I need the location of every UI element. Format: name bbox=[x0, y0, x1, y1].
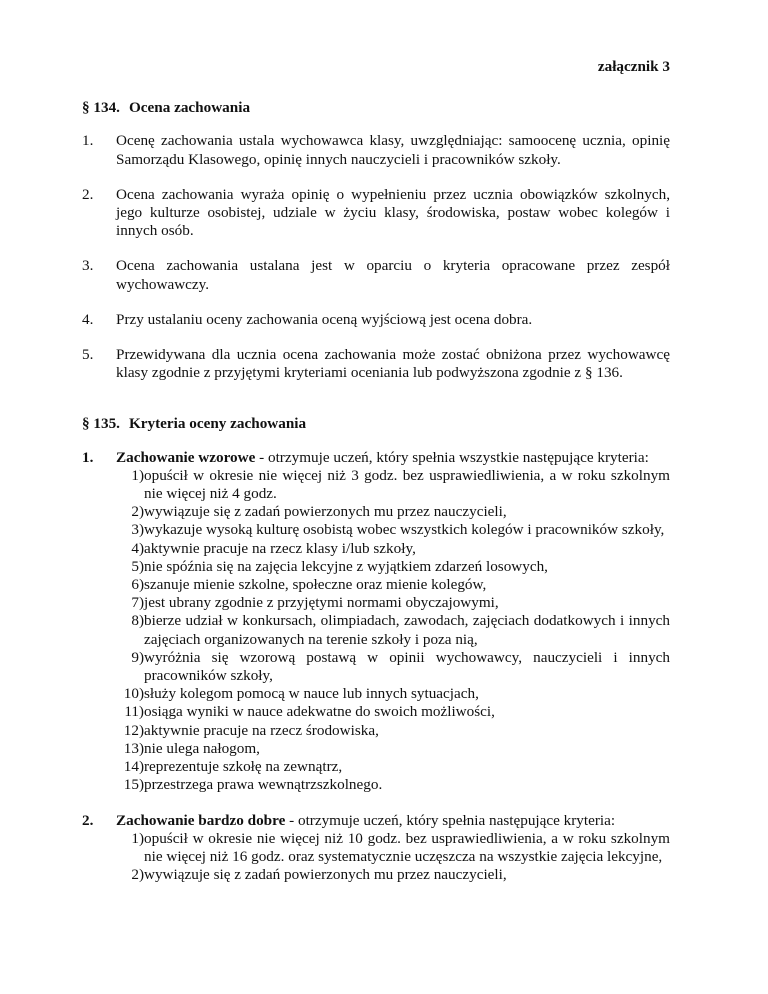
item-number: 15) bbox=[123, 776, 144, 794]
section-134-title: Ocena zachowania bbox=[128, 99, 251, 117]
criterion-label: Zachowanie bardzo dobre bbox=[116, 811, 286, 829]
criterion-label: Zachowanie wzorowe bbox=[116, 448, 256, 466]
item-text: wykazuje wysoką kulturę osobistą wobec wszystkich kolegów i pracowników szkoły, bbox=[144, 521, 665, 539]
section-134-heading bbox=[82, 99, 670, 117]
item-number: 4) bbox=[131, 539, 144, 557]
item-number: 14) bbox=[123, 758, 144, 776]
item-text: Przy ustalaniu oceny zachowania oceną wyjściową jest ocena dobra. bbox=[116, 310, 533, 328]
item-number: 11) bbox=[124, 703, 144, 721]
item-number: 13) bbox=[123, 739, 144, 757]
item-number: 10) bbox=[123, 685, 144, 703]
criterion-number: 1. bbox=[82, 448, 94, 466]
criterion-very-good-list bbox=[82, 830, 670, 885]
list-item bbox=[122, 576, 670, 594]
item-text: Przewidywana dla ucznia ocena zachowania może zostać obniżona przez wychowawcę klasy zgodnie z przyjętymi kryteriami oceniania lub podwyższona zgodnie z § 136. bbox=[116, 346, 670, 382]
document-page bbox=[82, 58, 670, 901]
list-item bbox=[82, 346, 670, 382]
list-item bbox=[122, 703, 670, 721]
list-item bbox=[122, 558, 670, 576]
item-text: Ocena zachowania wyraża opinię o wypełnieniu przez ucznia obowiązków szkolnych, jego kulturze osobistej, udziale w życiu klasy, środowiska, postaw wobec kolegów i innych osób. bbox=[116, 185, 670, 240]
criterion-header bbox=[82, 449, 670, 467]
item-number: 1. bbox=[82, 132, 94, 150]
section-134-list bbox=[82, 132, 670, 382]
list-item bbox=[122, 540, 670, 558]
item-number: 2. bbox=[82, 185, 94, 203]
list-item bbox=[82, 132, 670, 168]
list-item bbox=[122, 740, 670, 758]
item-text: wywiązuje się z zadań powierzonych mu przez nauczycieli, bbox=[144, 866, 507, 884]
section-135-number: § 135. bbox=[82, 415, 120, 433]
criterion-intro: - otrzymuje uczeń, który spełnia następujące kryteria: bbox=[285, 811, 616, 829]
list-item bbox=[122, 758, 670, 776]
item-number: 2) bbox=[131, 503, 144, 521]
item-number: 7) bbox=[131, 594, 144, 612]
item-number: 4. bbox=[82, 310, 94, 328]
criterion-very-good bbox=[82, 812, 670, 885]
item-text: bierze udział w konkursach, olimpiadach, zawodach, zajęciach dodatkowych i innych zajęciach organizowanych na terenie szkoły i poza nią, bbox=[144, 612, 670, 648]
item-number: 6) bbox=[131, 576, 144, 594]
section-134-number: § 134. bbox=[82, 99, 120, 117]
criterion-number: 2. bbox=[82, 811, 94, 829]
section-135-heading bbox=[82, 415, 670, 433]
list-item bbox=[122, 467, 670, 503]
list-item bbox=[122, 776, 670, 794]
list-item bbox=[122, 830, 670, 866]
list-item bbox=[82, 311, 670, 329]
item-text: opuścił w okresie nie więcej niż 3 godz. bez usprawiedliwienia, a w roku szkolnym nie więcej niż 4 godz. bbox=[144, 466, 670, 503]
criterion-exemplary bbox=[82, 449, 670, 795]
list-item bbox=[122, 685, 670, 703]
list-item bbox=[82, 186, 670, 241]
item-text: przestrzega prawa wewnątrzszkolnego. bbox=[144, 776, 383, 794]
item-number: 1) bbox=[131, 466, 144, 484]
list-item bbox=[122, 521, 670, 539]
criterion-header bbox=[82, 812, 670, 830]
item-text: jest ubrany zgodnie z przyjętymi normami obyczajowymi, bbox=[144, 594, 499, 612]
item-text: szanuje mienie szkolne, społeczne oraz mienie kolegów, bbox=[144, 576, 487, 594]
list-item bbox=[122, 649, 670, 685]
item-number: 8) bbox=[131, 612, 144, 630]
item-text: aktywnie pracuje na rzecz klasy i/lub szkoły, bbox=[144, 539, 416, 557]
section-135-title: Kryteria oceny zachowania bbox=[128, 415, 307, 433]
item-text: osiąga wyniki w nauce adekwatne do swoich możliwości, bbox=[144, 703, 495, 721]
item-number: 3. bbox=[82, 257, 94, 275]
item-number: 1) bbox=[131, 829, 144, 847]
list-item bbox=[122, 722, 670, 740]
item-text: wywiązuje się z zadań powierzonych mu przez nauczycieli, bbox=[144, 503, 507, 521]
item-number: 12) bbox=[123, 721, 144, 739]
attachment-label: załącznik 3 bbox=[597, 58, 670, 75]
criterion-intro: - otrzymuje uczeń, który spełnia wszystkie następujące kryteria: bbox=[255, 448, 649, 466]
item-number: 5) bbox=[131, 557, 144, 575]
list-item bbox=[122, 503, 670, 521]
item-number: 3) bbox=[131, 521, 144, 539]
item-text: służy kolegom pomocą w nauce lub innych sytuacjach, bbox=[144, 685, 479, 703]
criterion-exemplary-list bbox=[82, 467, 670, 795]
item-text: nie ulega nałogom, bbox=[144, 739, 260, 757]
list-item bbox=[122, 594, 670, 612]
list-item bbox=[82, 257, 670, 293]
item-number: 2) bbox=[131, 866, 144, 884]
item-text: Ocenę zachowania ustala wychowawca klasy, uwzględniając: samoocenę ucznia, opinię Samorządu Klasowego, opinię innych nauczycieli i pracowników szkoły. bbox=[116, 132, 670, 168]
item-text: reprezentuje szkołę na zewnątrz, bbox=[144, 758, 343, 776]
item-text: nie spóźnia się na zajęcia lekcyjne z wyjątkiem zdarzeń losowych, bbox=[144, 557, 548, 575]
item-text: opuścił w okresie nie więcej niż 10 godz. bez usprawiedliwienia, a w roku szkolnym nie więcej niż 16 godz. oraz systematycznie uczęszcza na wszystkie zajęcia lekcyjne, bbox=[144, 829, 670, 865]
item-number: 5. bbox=[82, 346, 94, 364]
item-text: Ocena zachowania ustalana jest w oparciu o kryteria opracowane przez zespół wychowawczy. bbox=[116, 257, 670, 293]
list-item bbox=[122, 866, 670, 884]
list-item bbox=[122, 612, 670, 648]
item-number: 9) bbox=[131, 648, 144, 666]
item-text: wyróżnia się wzorową postawą w opinii wychowawcy, nauczycieli i innych pracowników szkoły, bbox=[144, 648, 670, 685]
item-text: aktywnie pracuje na rzecz środowiska, bbox=[144, 721, 379, 739]
